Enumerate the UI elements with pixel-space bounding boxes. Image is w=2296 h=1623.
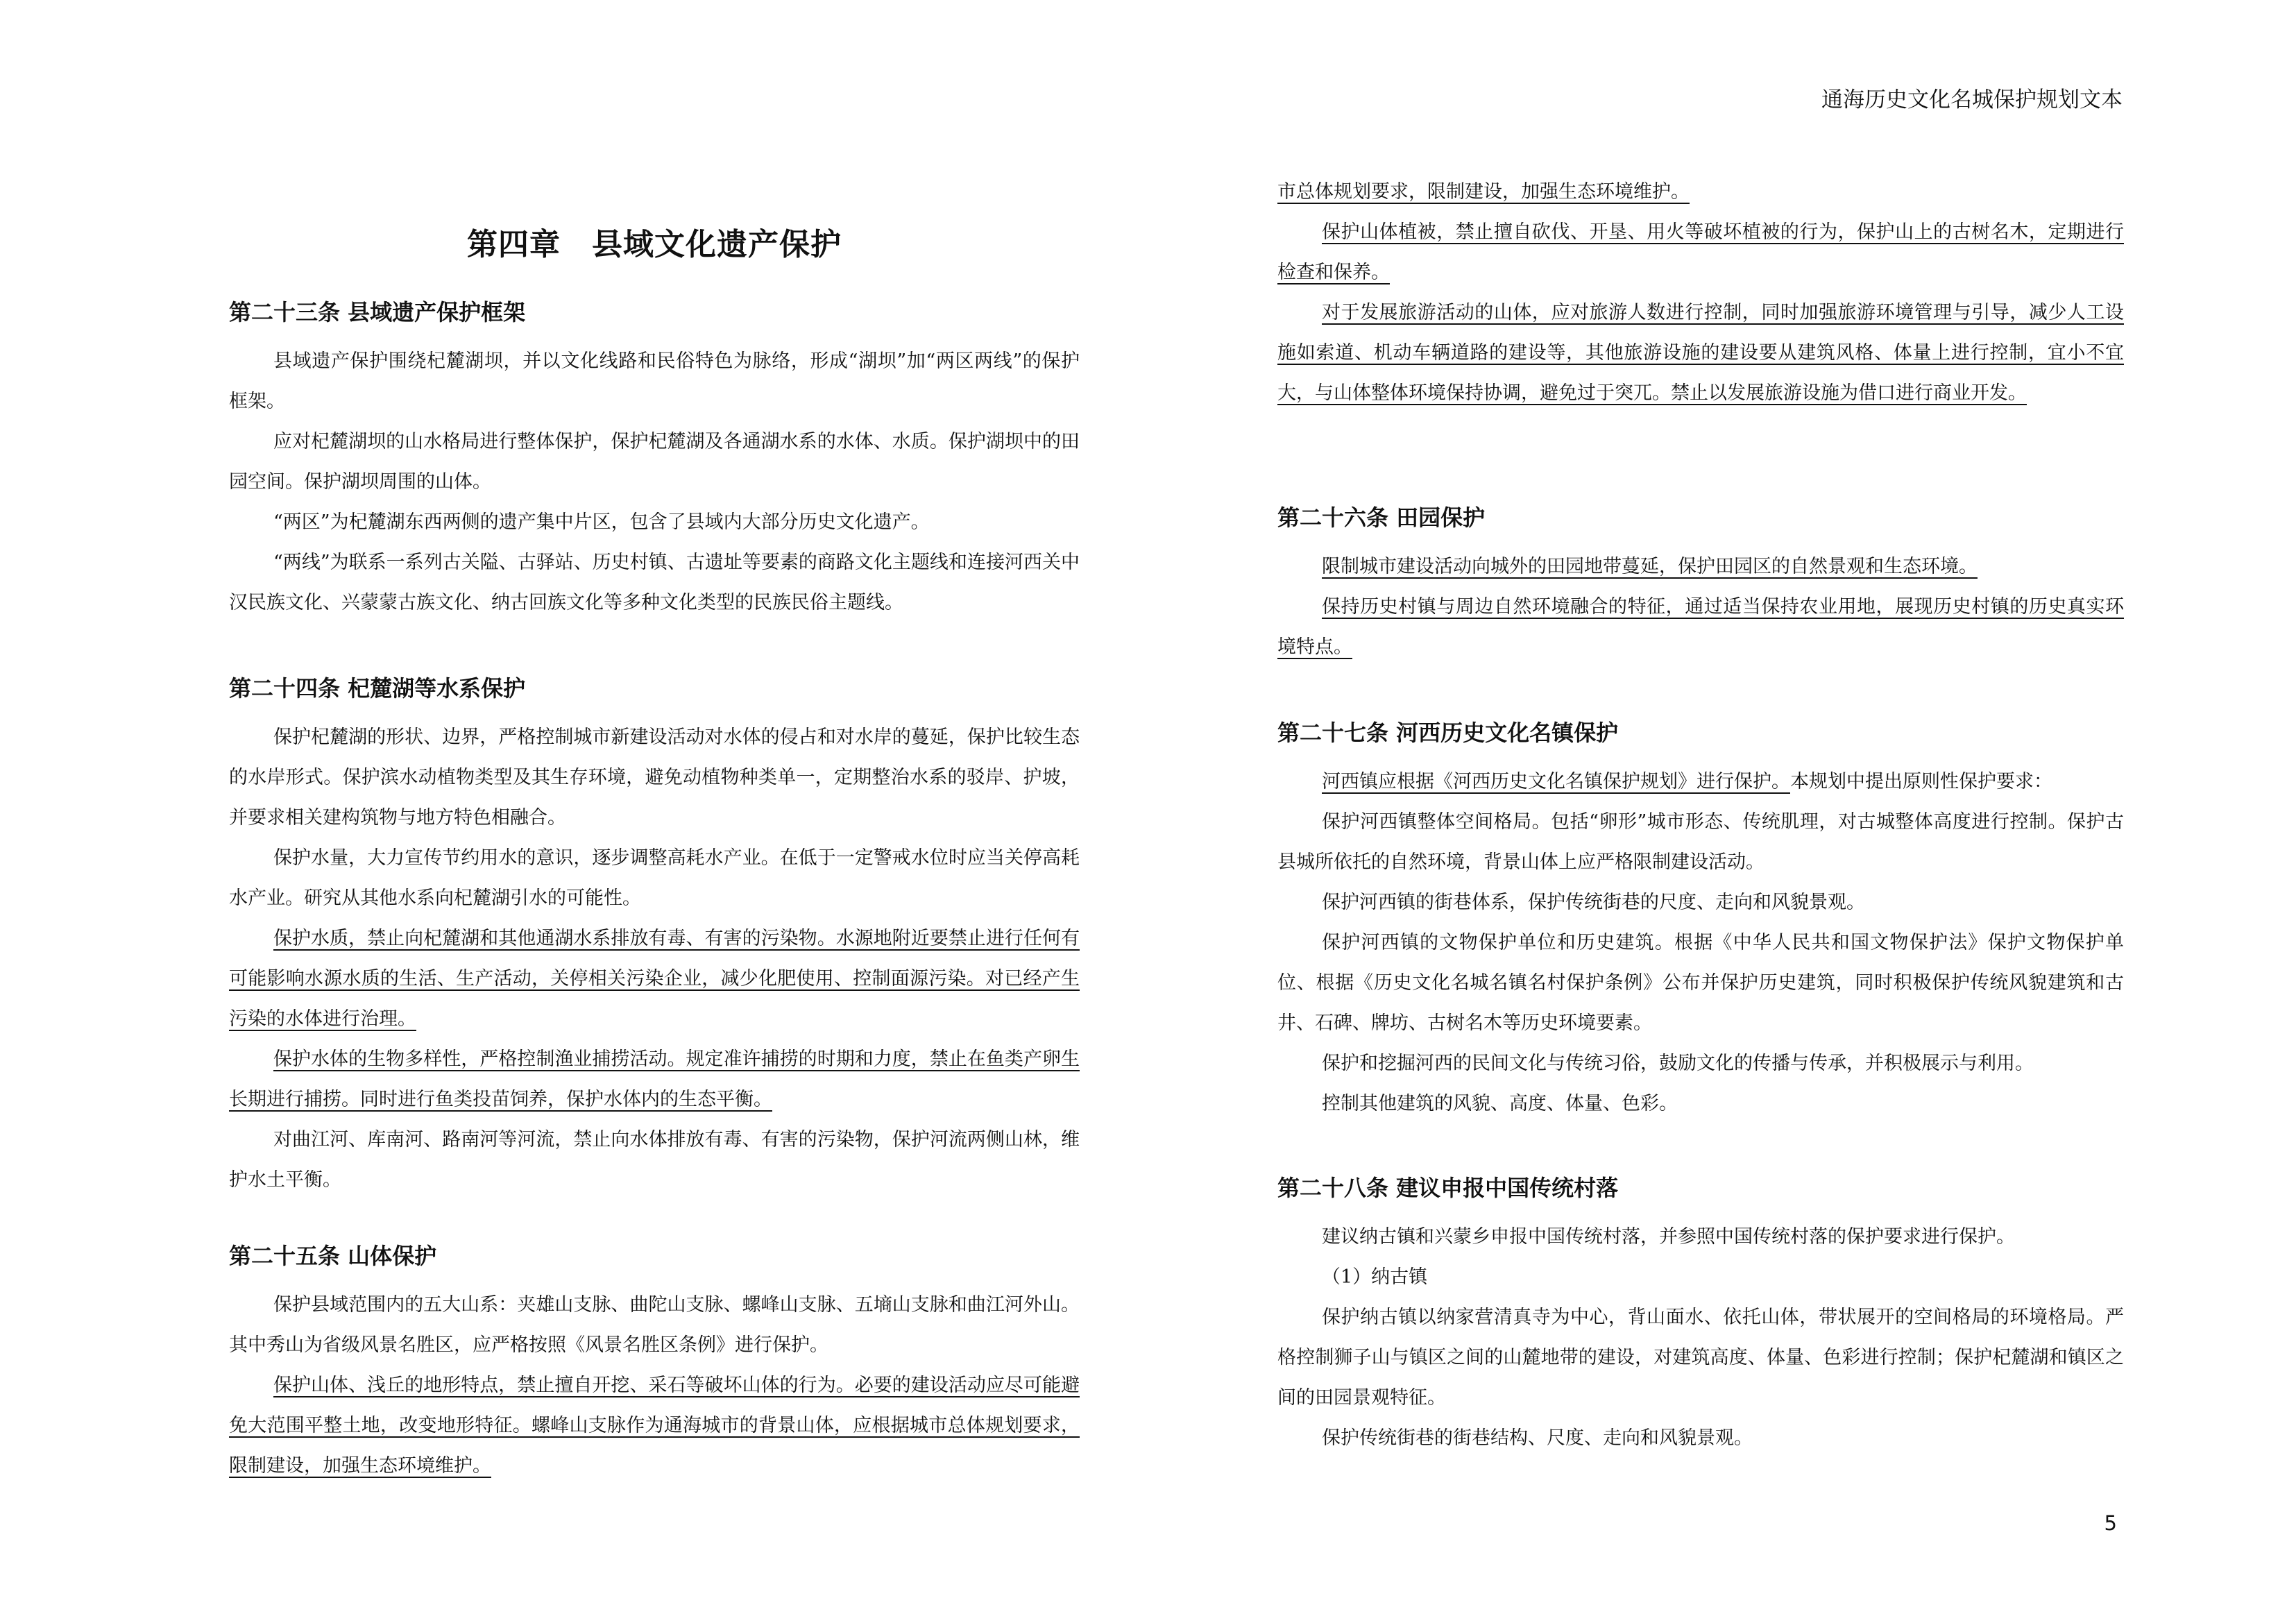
article-25-p2-continued: 市总体规划要求，限制建设，加强生态环境维护。 [1277, 181, 1690, 203]
article-26-title: 第二十六条 田园保护 [1277, 504, 1486, 531]
article-27-p1-rest: 本规划中提出原则性保护要求： [1790, 771, 2052, 792]
article-25-p3: 保护山体植被，禁止擅自砍伐、开垦、用火等破坏植被的行为，保护山上的古树名木，定期进行检查和保养。 [1277, 221, 2124, 283]
article-27-p1 [1277, 762, 2124, 802]
article-23-p4: “两线”为联系一系列古关隘、古驿站、历史村镇、古遗址等要素的商路文化主题线和连接河西关中汉民族文化、兴蒙蒙古族文化、纳古回族文化等多种文化类型的民族民俗主题线。 [229, 552, 1080, 613]
article-28-p4: 保护传统街巷的街巷结构、尺度、走向和风貌景观。 [1322, 1427, 1753, 1449]
article-25 [229, 1242, 1080, 1477]
article-25-continued [1277, 172, 2124, 414]
article-24-p2: 保护水量，大力宣传节约用水的意识，逐步调整高耗水产业。在低于一定警戒水位时应当关停高耗水产业。研究从其他水系向杞麓湖引水的可能性。 [229, 847, 1080, 909]
article-28-p3: 保护纳古镇以纳家营清真寺为中心，背山面水、依托山体，带状展开的空间格局的环境格局。严格控制狮子山与镇区之间的山麓地带的建设，对建筑高度、体量、色彩进行控制；保护杞麓湖和镇区之间的田园景观特征。 [1277, 1307, 2124, 1409]
article-25-p2: 保护山体、浅丘的地形特点，禁止擅自开挖、采石等破坏山体的行为。必要的建设活动应尽可能避免大范围平整土地，改变地形特征。螺峰山支脉作为通海城市的背景山体，应根据城市总体规划要求，限制建设，加强生态环境维护。 [229, 1375, 1080, 1477]
article-24-p4: 保护水体的生物多样性，严格控制渔业捕捞活动。规定准许捕捞的时期和力度，禁止在鱼类产卵生长期进行捕捞。同时进行鱼类投苗饲养，保护水体内的生态平衡。 [229, 1048, 1080, 1110]
chapter-title: 第四章 县域文化遗产保护 [467, 227, 842, 262]
article-27-p2: 保护河西镇整体空间格局。包括“卵形”城市形态、传统肌理，对古城整体高度进行控制。保护古县城所依托的自然环境，背景山体上应严格限制建设活动。 [1277, 811, 2124, 873]
article-26-p1: 限制城市建设活动向城外的田园地带蔓延，保护田园区的自然景观和生态环境。 [1322, 556, 1978, 577]
page-number: 5 [2104, 1511, 2117, 1535]
article-27-p3: 保护河西镇的街巷体系，保护传统街巷的尺度、走向和风貌景观。 [1322, 892, 1865, 913]
article-24-p1: 保护杞麓湖的形状、边界，严格控制城市新建设活动对水体的侵占和对水岸的蔓延，保护比较生态的水岸形式。保护滨水动植物类型及其生存环境，避免动植物种类单一，定期整治水系的驳岸、护坡，并要求相关建构筑物与地方特色相融合。 [229, 726, 1080, 829]
article-27-p6: 控制其他建筑的风貌、高度、体量、色彩。 [1322, 1093, 1678, 1114]
article-23-p3: “两区”为杞麓湖东西两侧的遗产集中片区，包含了县域内大部分历史文化遗产。 [273, 511, 930, 533]
article-23 [229, 298, 1080, 623]
article-27-title: 第二十七条 河西历史文化名镇保护 [1277, 720, 1619, 746]
article-28-title: 第二十八条 建议申报中国传统村落 [1277, 1175, 1619, 1201]
article-24-p5: 对曲江河、库南河、路南河等河流，禁止向水体排放有毒、有害的污染物，保护河流两侧山林，维护水土平衡。 [229, 1129, 1080, 1191]
article-27-p4: 保护河西镇的文物保护单位和历史建筑。根据《中华人民共和国文物保护法》保护文物保护单位、根据《历史文化名城名镇名村保护条例》公布并保护历史建筑，同时积极保护传统风貌建筑和古井、石碑、牌坊、古树名木等历史环境要素。 [1277, 932, 2124, 1034]
document-header: 通海历史文化名城保护规划文本 [1821, 87, 2123, 112]
article-25-title: 第二十五条 山体保护 [229, 1243, 437, 1269]
article-28-p1: 建议纳古镇和兴蒙乡申报中国传统村落，并参照中国传统村落的保护要求进行保护。 [1322, 1226, 2015, 1248]
article-28-p2: （1）纳古镇 [1322, 1266, 1428, 1288]
article-24-title: 第二十四条 杞麓湖等水系保护 [229, 675, 526, 702]
article-24 [229, 674, 1080, 1200]
article-23-p1: 县域遗产保护围绕杞麓湖坝，并以文化线路和民俗特色为脉络，形成“湖坝”加“两区两线”的保护框架。 [229, 350, 1080, 412]
article-26 [1277, 504, 2124, 668]
article-23-title: 第二十三条 县域遗产保护框架 [229, 299, 526, 325]
article-25-p1: 保护县域范围内的五大山系：夹雄山支脉、曲陀山支脉、螺峰山支脉、五墒山支脉和曲江河外山。其中秀山为省级风景名胜区，应严格按照《风景名胜区条例》进行保护。 [229, 1294, 1080, 1356]
article-27-p5: 保护和挖掘河西的民间文化与传统习俗，鼓励文化的传播与传承，并积极展示与利用。 [1322, 1053, 2034, 1074]
article-28 [1277, 1174, 2124, 1459]
article-23-p2: 应对杞麓湖坝的山水格局进行整体保护，保护杞麓湖及各通湖水系的水体、水质。保护湖坝中的田园空间。保护湖坝周围的山体。 [229, 431, 1080, 493]
article-26-p2: 保持历史村镇与周边自然环境融合的特征，通过适当保持农业用地，展现历史村镇的历史真实环境特点。 [1277, 596, 2124, 658]
article-27 [1277, 719, 2124, 1124]
article-27-p1-underlined: 河西镇应根据《河西历史文化名镇保护规划》进行保护。 [1322, 771, 1790, 792]
article-24-p3: 保护水质，禁止向杞麓湖和其他通湖水系排放有毒、有害的污染物。水源地附近要禁止进行任何有可能影响水源水质的生活、生产活动，关停相关污染企业，减少化肥使用、控制面源污染。对已经产生污染的水体进行治理。 [229, 928, 1080, 1030]
article-25-p4: 对于发展旅游活动的山体，应对旅游人数进行控制，同时加强旅游环境管理与引导，减少人工设施如索道、机动车辆道路的建设等，其他旅游设施的建设要从建筑风格、体量上进行控制，宜小不宜大，与山体整体环境保持协调，避免过于突兀。禁止以发展旅游设施为借口进行商业开发。 [1277, 302, 2124, 404]
